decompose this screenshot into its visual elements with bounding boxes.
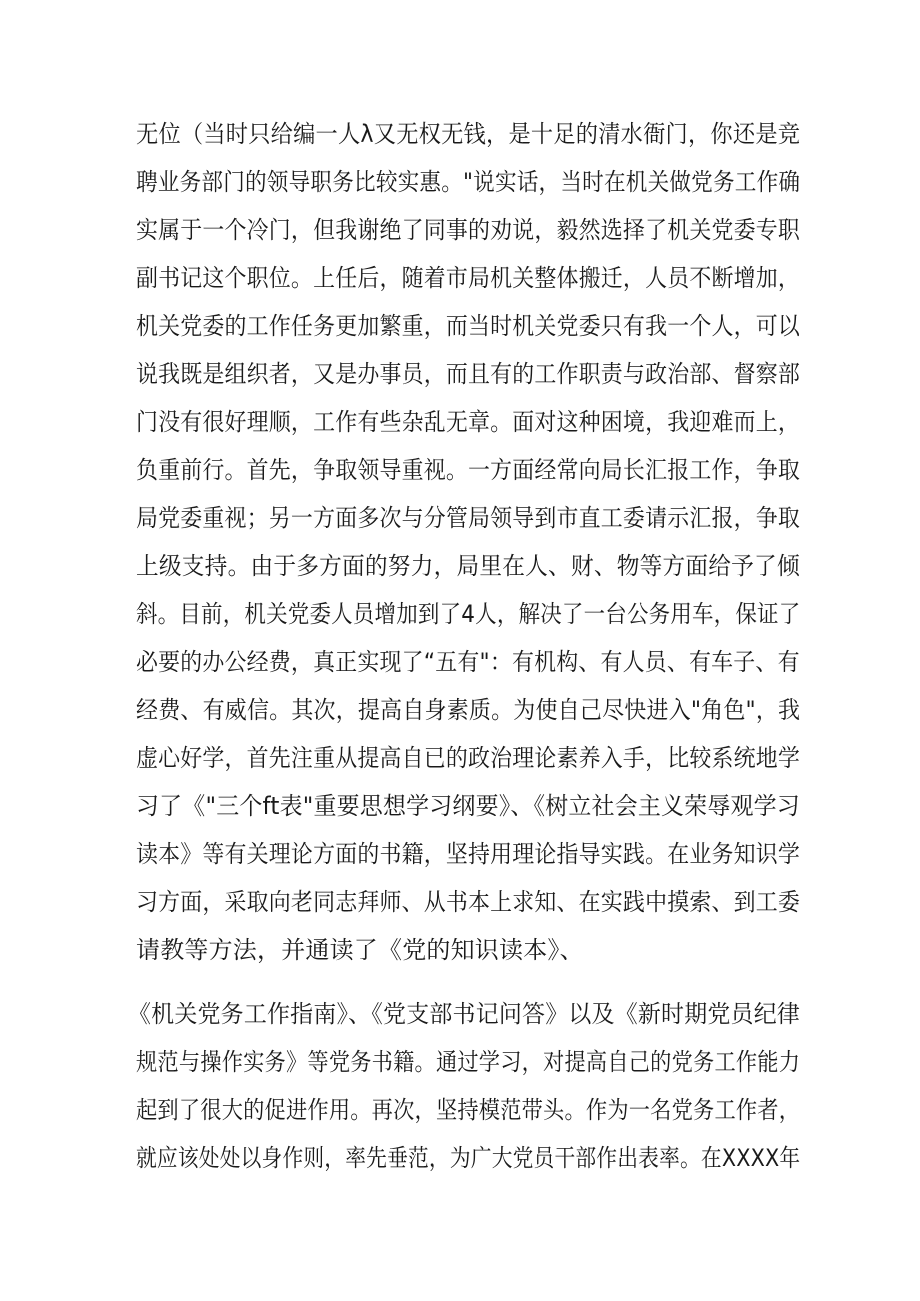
text-line: 实属于一个冷门，但我谢绝了同事的劝说，毅然选择了机关党委专职	[136, 216, 800, 244]
text-line: 无位（当时只给编一人λ又无权无钱，是十足的清水衙门，你还是竞	[136, 120, 801, 148]
text-line: 必要的办公经费，真正实现了“五有"：有机构、有人员、有车子、有	[136, 648, 800, 676]
text-line: 起到了很大的促进作用。再次，坚持模范带头。作为一名党务工作者，	[136, 1096, 801, 1124]
text-line: 斜。目前，机关党委人员增加到了4人，解决了一台公务用车，保证了	[136, 600, 801, 628]
text-line: 门没有很好理顺，工作有些杂乱无章。面对这种困境，我迎难而上，	[136, 408, 800, 436]
text-line: 上级支持。由于多方面的努力，局里在人、财、物等方面给予了倾	[136, 552, 800, 580]
text-line: 习了《"三个ft表"重要思想学习纲要》、《树立社会主义荣辱观学习	[136, 792, 800, 820]
text-line: 习方面，采取向老同志拜师、从书本上求知、在实践中摸索、到工委	[136, 888, 800, 916]
text-line: 经费、有威信。其次，提高自身素质。为使自己尽快进入"角色"，我	[136, 696, 801, 724]
text-line: 《机关党务工作指南》、《党支部书记问答》以及《新时期党员纪律	[128, 1000, 801, 1028]
text-line: 虚心好学，首先注重从提高自已的政治理论素养入手，比较系统地学	[136, 744, 800, 772]
text-line: 规范与操作实务》等党务书籍。通过学习，对提高自己的党务工作能力	[136, 1048, 801, 1076]
text-line: 副书记这个职位。上任后，随着市局机关整体搬迁，人员不断增加，	[136, 264, 800, 292]
text-line: 说我既是组织者，又是办事员，而且有的工作职责与政治部、督察部	[136, 360, 800, 388]
text-line: 机关党委的工作任务更加繁重，而当时机关党委只有我一个人，可以	[136, 312, 800, 340]
text-line: 负重前行。首先，争取领导重视。一方面经常向局长汇报工作，争取	[136, 456, 800, 484]
text-line: 局党委重视；另一方面多次与分管局领导到市直工委请示汇报，争取	[136, 504, 800, 532]
text-line: 读本》等有关理论方面的书籍，坚持用理论指导实践。在业务知识学	[136, 840, 800, 868]
text-line: 聘业务部门的领导职务比较实惠。"说实话，当时在机关做党务工作确	[136, 168, 801, 196]
text-line: 请教等方法，并通读了《党的知识读本》、	[136, 936, 584, 964]
text-line: 就应该处处以身作则，率先垂范，为广大党员干部作出表率。在XXXX年	[136, 1144, 801, 1172]
